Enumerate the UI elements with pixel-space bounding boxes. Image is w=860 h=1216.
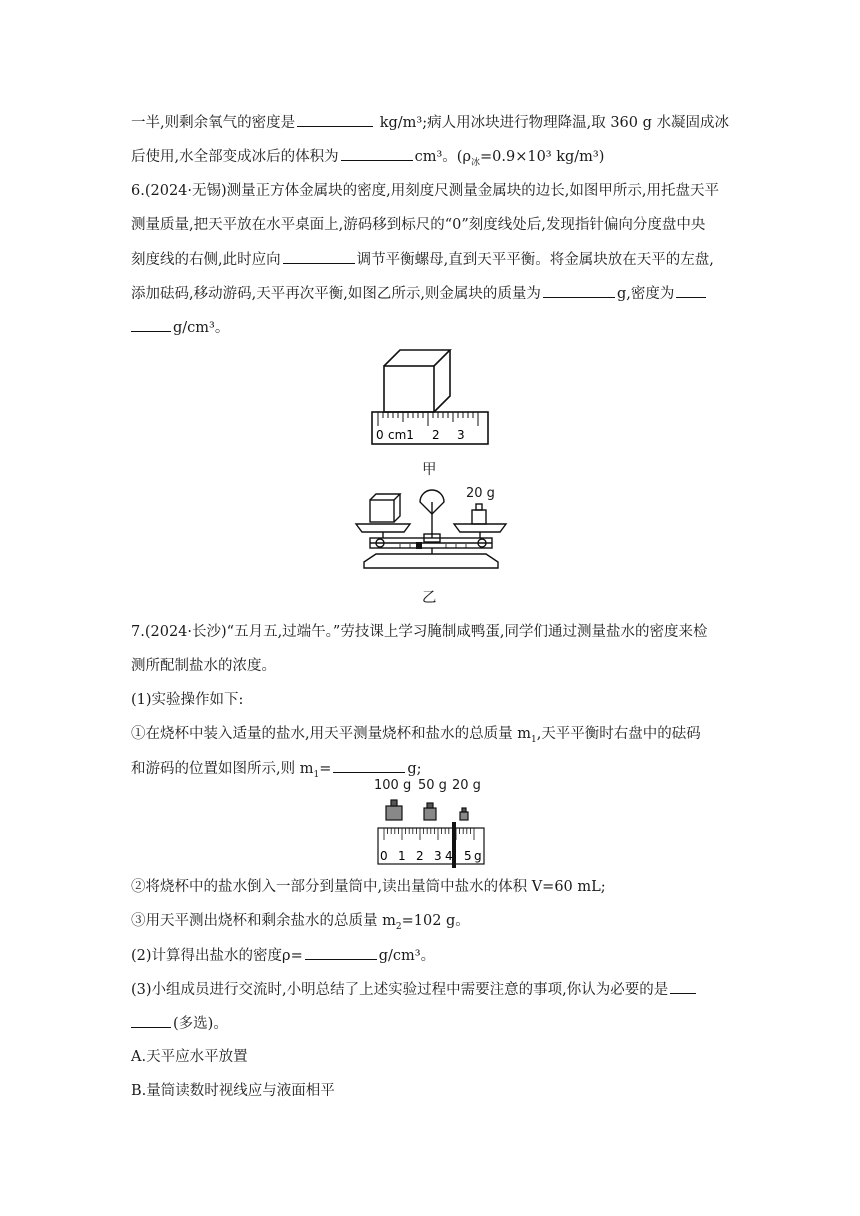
q7-text: 和游码的位置如图所示,则 m <box>131 761 314 777</box>
q5-text: =0.9×10³ kg/m³) <box>480 149 605 165</box>
q6-text: 添加砝码,移动游码,天平再次平衡,如图乙所示,则金属块的质量为 <box>131 286 541 302</box>
q6-text: 调节平衡螺母,直到天平平衡。将金属块放在天平的左盘, <box>356 252 714 268</box>
q5-text: 一半,则剩余氧气的密度是 <box>131 115 296 131</box>
answer-blank[interactable] <box>305 945 377 960</box>
answer-blank[interactable] <box>676 283 706 298</box>
scale-label: 4 <box>445 849 453 863</box>
subscript: 2 <box>395 921 402 932</box>
q6-text: 刻度线的右侧,此时应向 <box>131 252 281 268</box>
option-a[interactable]: A.天平应水平放置 <box>131 1049 248 1065</box>
q7-part-3-cont <box>131 1013 228 1034</box>
ruler-label: 2 <box>432 428 440 442</box>
scale-label: 3 <box>434 849 442 863</box>
answer-blank[interactable] <box>341 146 413 161</box>
q6-line-1: 6.(2024·无锡)测量正方体金属块的密度,用刻度尺测量金属块的边长,如图甲所示,用托盘天平 <box>131 183 719 199</box>
scale-label: 1 <box>398 849 406 863</box>
q7-text: =102 g。 <box>401 913 470 929</box>
q7-step-1 <box>131 724 701 750</box>
right-pan-icon <box>454 524 506 532</box>
q7-step-3 <box>131 911 470 937</box>
ruler-ticks <box>378 412 478 426</box>
q7-line-2: 测所配制盐水的浓度。 <box>131 658 276 674</box>
q7-text: = <box>319 761 332 777</box>
scale-label: 0 <box>380 849 388 863</box>
weight-label-100: 100 g <box>374 778 412 793</box>
q5-line-1 <box>131 112 729 133</box>
rider-icon <box>416 542 422 549</box>
answer-blank[interactable] <box>297 112 373 127</box>
q6-text: g,密度为 <box>616 286 675 302</box>
q7-text: ,天平平衡时右盘中的砝码 <box>536 726 701 742</box>
q7-text: (多选)。 <box>173 1016 228 1032</box>
answer-blank[interactable] <box>543 283 615 298</box>
q7-text: ①在烧杯中装入适量的盐水,用天平测量烧杯和盐水的总质量 m <box>131 726 531 742</box>
weight-label: 20 g <box>466 486 495 501</box>
answer-blank[interactable] <box>131 1013 171 1028</box>
q7-part-2 <box>131 945 435 966</box>
scale-label: 2 <box>416 849 424 863</box>
answer-blank[interactable] <box>670 979 696 994</box>
q7-step-2: ②将烧杯中的盐水倒入一部分到量筒中,读出量筒中盐水的体积 V=60 mL; <box>131 879 606 895</box>
subscript: 1 <box>313 769 320 780</box>
q6-line-2: 测量质量,把天平放在水平桌面上,游码移到标尺的“0”刻度线处后,发现指针偏向分度盘中央 <box>131 217 706 233</box>
answer-blank[interactable] <box>333 758 405 773</box>
q5-line-2 <box>131 146 604 173</box>
q7-text: (3)小组成员进行交流时,小明总结了上述实验过程中需要注意的事项,你认为必要的是 <box>131 982 669 998</box>
figure-caption-yi: 乙 <box>422 590 437 606</box>
subscript: 冰 <box>470 157 480 168</box>
weight-20g-icon <box>460 808 468 820</box>
q7-part-3 <box>131 979 698 1000</box>
scale-label: g <box>474 849 482 863</box>
metal-block-icon <box>370 494 400 522</box>
scale-ticks <box>384 828 474 840</box>
ruler-label: 0 <box>376 428 384 442</box>
figure-caption-jia: 甲 <box>422 462 437 478</box>
q7-text: (2)计算得出盐水的密度ρ= <box>131 948 303 964</box>
figure-cube-ruler <box>368 342 492 450</box>
ruler-label: 3 <box>457 428 465 442</box>
ruler-label: cm1 <box>388 428 414 442</box>
q5-text: 后使用,水全部变成冰后的体积为 <box>131 149 339 165</box>
figure-weights-scale <box>374 796 488 868</box>
balance-base-icon <box>364 554 498 568</box>
scale-label: 5 <box>464 849 472 863</box>
cube-icon <box>384 350 450 412</box>
q7-text: g; <box>407 761 422 777</box>
q5-text: kg/m³;病人用冰块进行物理降温,取 360 g 水凝固成冰 <box>375 115 730 131</box>
weight-label-50: 50 g <box>418 778 447 793</box>
left-pan-icon <box>356 524 410 532</box>
q5-text: cm³。(ρ <box>414 149 471 165</box>
q6-line-5 <box>131 317 229 338</box>
answer-blank[interactable] <box>131 317 171 332</box>
option-b[interactable]: B.量筒读数时视线应与液面相平 <box>131 1083 335 1099</box>
q7-text: g/cm³。 <box>378 948 436 964</box>
weight-100g-icon <box>386 800 402 820</box>
weight-icon <box>472 504 486 524</box>
subscript: 1 <box>530 734 537 745</box>
weight-50g-icon <box>424 803 436 820</box>
q6-line-3 <box>131 249 714 270</box>
q7-text: ③用天平测出烧杯和剩余盐水的总质量 m <box>131 913 396 929</box>
q6-text: g/cm³。 <box>173 320 230 336</box>
q6-line-4 <box>131 283 708 304</box>
answer-blank[interactable] <box>283 249 355 264</box>
q7-line-3: (1)实验操作如下: <box>131 692 244 708</box>
q7-line-1: 7.(2024·长沙)“五月五,过端午。”劳技课上学习腌制咸鸭蛋,同学们通过测量盐水的密度来检 <box>131 624 708 640</box>
weight-label-20: 20 g <box>452 778 481 793</box>
